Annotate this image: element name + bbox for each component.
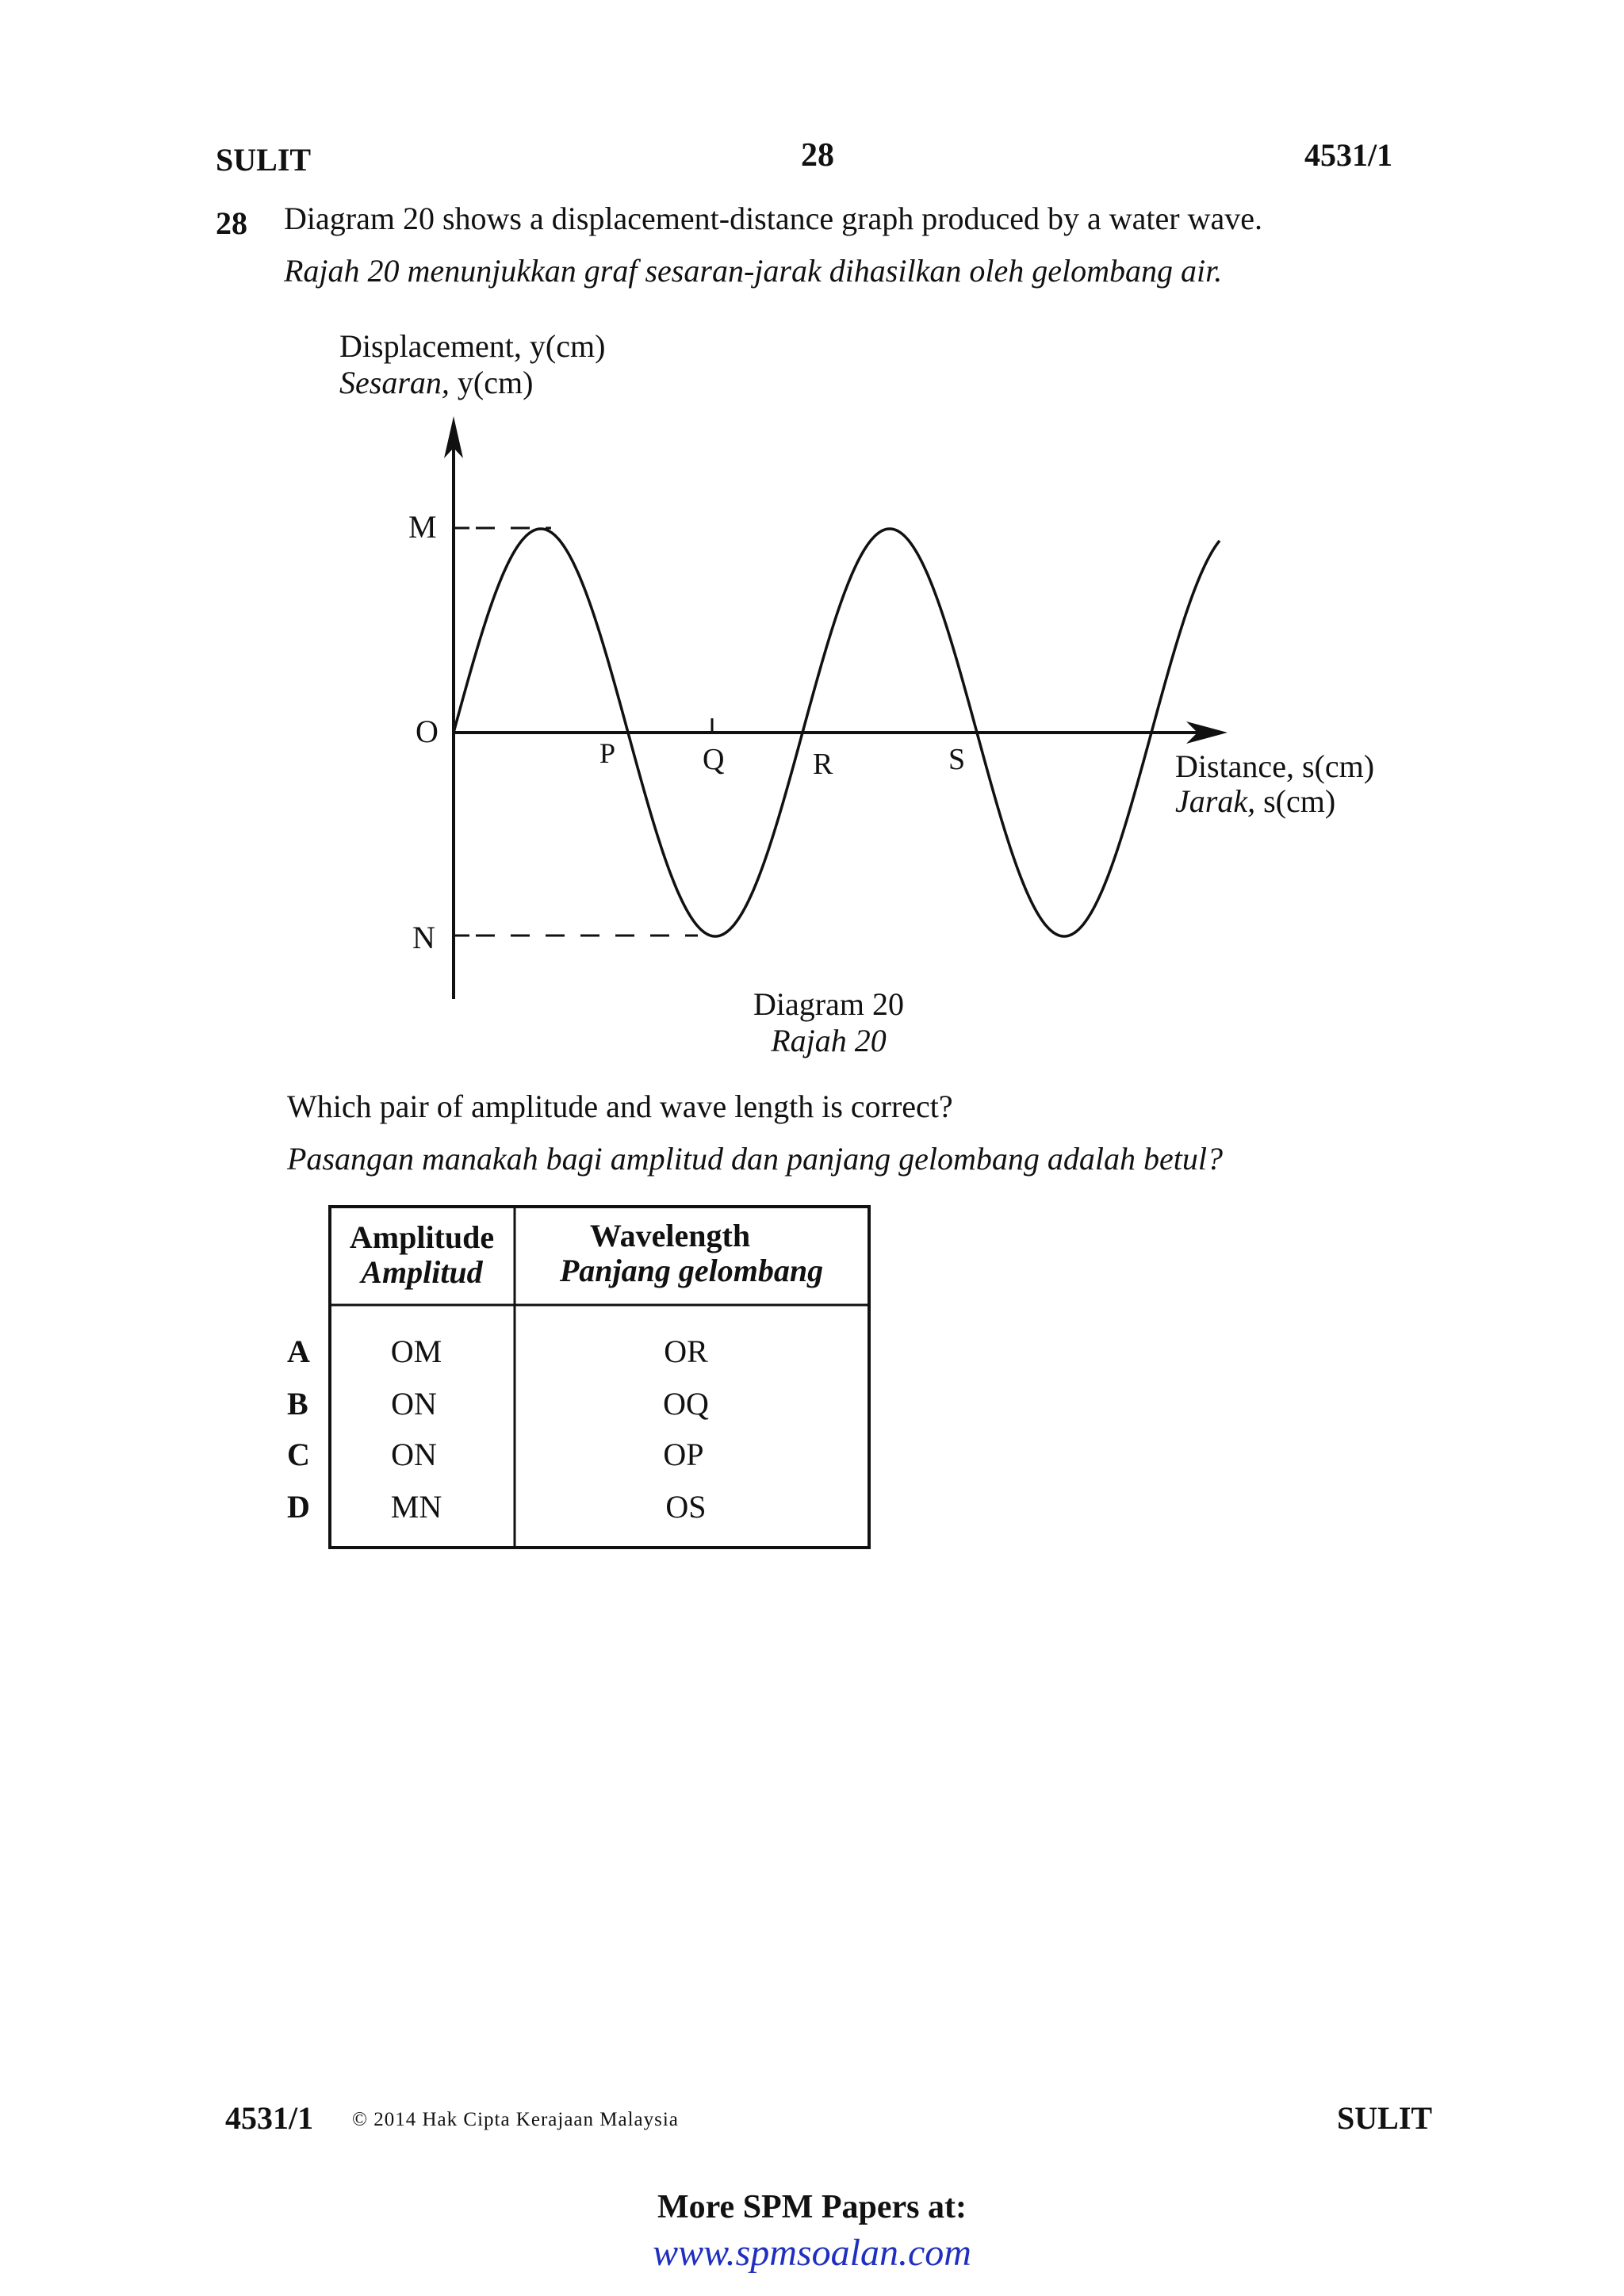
header-paper-code: 4531/1 xyxy=(1304,137,1393,173)
label-R: R xyxy=(813,748,833,781)
label-P: P xyxy=(599,737,616,769)
footer-copyright: © 2014 Hak Cipta Kerajaan Malaysia xyxy=(352,2109,679,2130)
wave-diagram xyxy=(333,325,1427,1086)
label-S: S xyxy=(948,743,966,776)
amplitude-a: OM xyxy=(390,1334,442,1369)
label-Q: Q xyxy=(703,743,725,776)
header-wavelength-ms: Panjang gelombang xyxy=(559,1253,824,1288)
x-axis-label-ms xyxy=(1175,783,1335,819)
x-axis-label-ms-unit: s(cm) xyxy=(1255,783,1336,819)
wavelength-c: OP xyxy=(663,1437,704,1472)
amplitude-d: MN xyxy=(390,1489,442,1525)
wavelength-b: OQ xyxy=(663,1386,709,1422)
diagram-caption-ms: Rajah 20 xyxy=(771,1023,887,1058)
header-wavelength-en: Wavelength xyxy=(589,1218,751,1253)
header-amplitude-ms: Amplitud xyxy=(361,1254,483,1290)
question-text-en: Diagram 20 shows a displacement-distance graph produced by a water wave. xyxy=(284,201,1263,236)
option-label-c: C xyxy=(287,1437,310,1472)
more-papers-label: More SPM Papers at: xyxy=(657,2189,967,2225)
option-label-d: D xyxy=(287,1489,310,1525)
more-papers-link[interactable]: www.spmsoalan.com xyxy=(653,2232,971,2274)
amplitude-c: ON xyxy=(391,1437,437,1472)
option-label-b: B xyxy=(287,1386,308,1422)
diagram-caption-en: Diagram 20 xyxy=(753,986,904,1022)
question2-text-ms: Pasangan manakah bagi amplitud dan panjang gelombang adalah betul? xyxy=(287,1141,1223,1177)
x-axis-label-en: Distance, s(cm) xyxy=(1175,748,1375,784)
wavelength-a: OR xyxy=(664,1334,708,1369)
question2-text-en: Which pair of amplitude and wave length is correct? xyxy=(287,1089,953,1124)
question-number: 28 xyxy=(216,205,247,241)
x-axis-label-ms-italic: Jarak, xyxy=(1175,783,1256,819)
label-M: M xyxy=(408,509,437,545)
header-sulit: SULIT xyxy=(216,142,312,178)
y-axis-label-ms-italic: Sesaran, xyxy=(339,365,450,400)
footer-paper-code: 4531/1 xyxy=(225,2100,314,2136)
footer-sulit: SULIT xyxy=(1337,2100,1433,2136)
amplitude-b: ON xyxy=(391,1386,437,1422)
y-axis-label-ms xyxy=(339,365,533,400)
y-axis-label-ms-unit: y(cm) xyxy=(449,365,534,400)
label-N: N xyxy=(412,920,435,955)
option-label-a: A xyxy=(287,1334,310,1369)
header-amplitude-en: Amplitude xyxy=(349,1219,495,1255)
wavelength-d: OS xyxy=(665,1489,707,1525)
y-axis-label-en: Displacement, y(cm) xyxy=(339,328,606,364)
answer-table xyxy=(278,1205,880,1554)
label-O: O xyxy=(416,714,439,749)
page-number: 28 xyxy=(801,137,834,174)
question-text-ms: Rajah 20 menunjukkan graf sesaran-jarak dihasilkan oleh gelombang air. xyxy=(284,253,1223,289)
